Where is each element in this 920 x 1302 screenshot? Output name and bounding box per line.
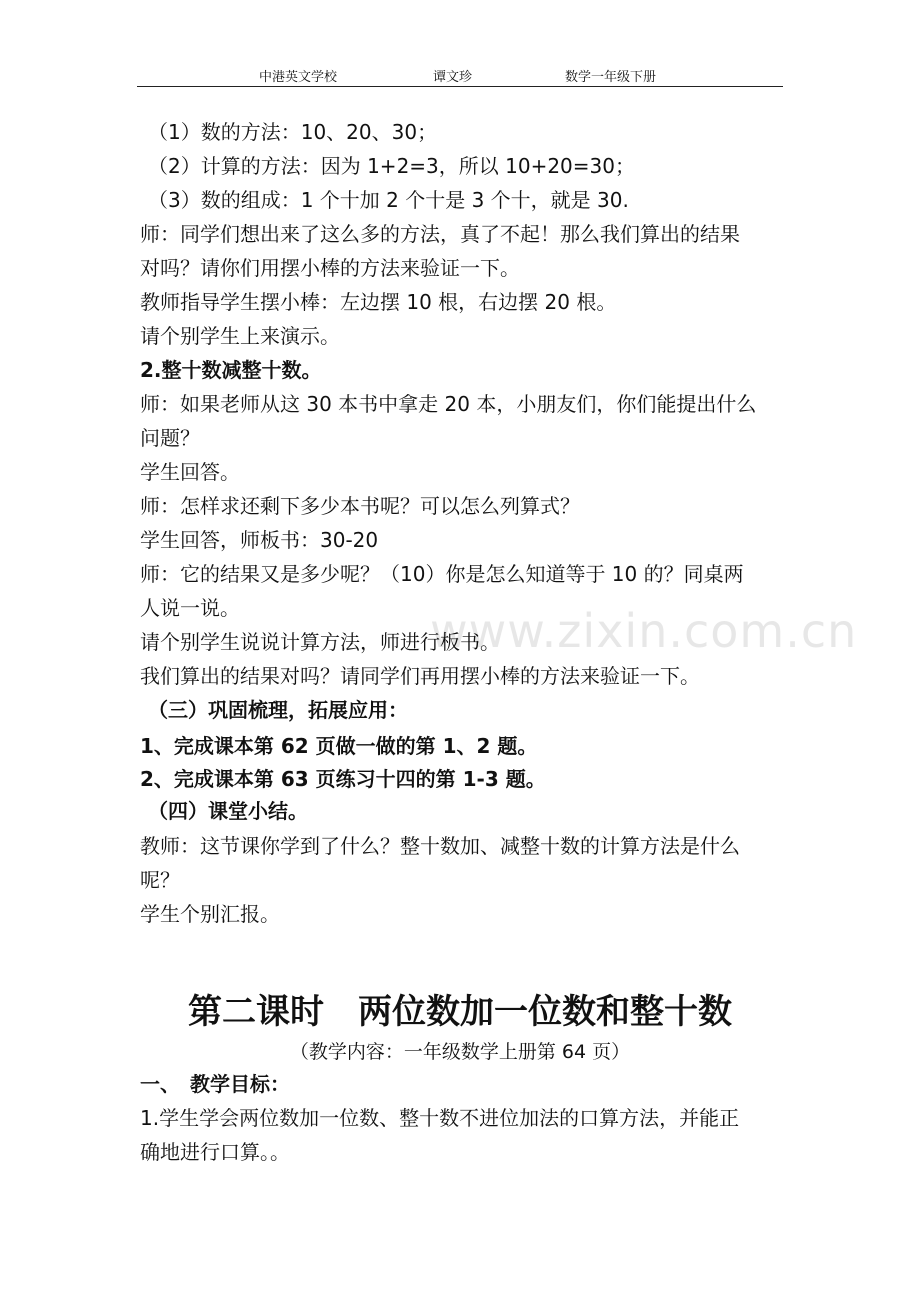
- page-header: [137, 62, 783, 87]
- text-line: 人说一说。: [140, 596, 240, 620]
- text-line: 教师：这节课你学到了什么？整十数加、减整十数的计算方法是什么: [140, 834, 740, 858]
- lesson-title: 第二课时 两位数加一位数和整十数: [188, 992, 732, 1032]
- text-line: 呢？: [140, 868, 180, 892]
- text-line: 师：怎样求还剩下多少本书呢？可以怎么列算式？: [140, 494, 580, 518]
- text-line: 对吗？请你们用摆小棒的方法来验证一下。: [140, 256, 520, 280]
- section-heading: 2.整十数减整十数。: [140, 358, 322, 382]
- text-line: （2）计算的方法：因为 1+2=3，所以 10+20=30；: [148, 154, 635, 178]
- text-line: 师：同学们想出来了这么多的方法，真了不起！那么我们算出的结果: [140, 222, 740, 246]
- lesson-subtitle: （教学内容：一年级数学上册第 64 页）: [289, 1041, 631, 1063]
- objective-text: 1.学生学会两位数加一位数、整十数不进位加法的口算方法，并能正: [140, 1106, 740, 1130]
- watermark-text: www.zixin.com.cn: [430, 604, 858, 658]
- text-line: 师：如果老师从这 30 本书中拿走 20 本，小朋友们，你们能提出什么: [140, 392, 757, 416]
- text-line: 学生个别汇报。: [140, 902, 280, 926]
- header-school: 中港英文学校: [259, 70, 338, 85]
- text-line: （3）数的组成：1 个十加 2 个十是 3 个十，就是 30.: [148, 188, 629, 212]
- text-line: （1）数的方法：10、20、30；: [148, 120, 438, 144]
- text-line: 学生回答，师板书：30-20: [140, 528, 379, 552]
- section-heading: （四）课堂小结。: [148, 799, 308, 823]
- section-heading: （三）巩固梳理，拓展应用：: [148, 698, 408, 722]
- text-line: 我们算出的结果对吗？请同学们再用摆小棒的方法来验证一下。: [140, 664, 700, 688]
- objective-heading: 一、 教学目标：: [140, 1072, 290, 1096]
- text-line: 请个别学生说说计算方法，师进行板书。: [140, 630, 500, 654]
- text-line: 师：它的结果又是多少呢？（10）你是怎么知道等于 10 的？同桌两: [140, 562, 744, 586]
- exercise-item: 1、完成课本第 62 页做一做的第 1、2 题。: [140, 734, 538, 758]
- text-line: 问题？: [140, 426, 200, 450]
- header-subject: 数学一年级下册: [565, 70, 657, 85]
- text-line: 请个别学生上来演示。: [140, 324, 340, 348]
- text-line: 教师指导学生摆小棒：左边摆 10 根，右边摆 20 根。: [140, 290, 617, 314]
- text-line: 学生回答。: [140, 460, 240, 484]
- objective-text: 确地进行口算。。: [140, 1140, 290, 1164]
- header-teacher: 谭文珍: [433, 70, 473, 85]
- exercise-item: 2、完成课本第 63 页练习十四的第 1-3 题。: [140, 767, 546, 791]
